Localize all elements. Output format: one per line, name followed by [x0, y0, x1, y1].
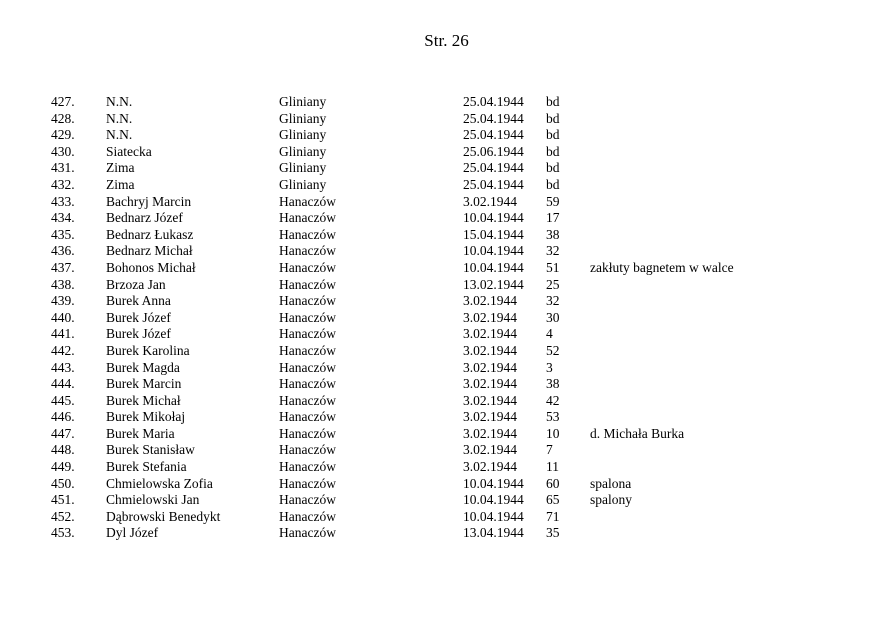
death-date: 10.04.1944 [463, 210, 524, 226]
age-value: 42 [546, 392, 560, 408]
list-row [0, 194, 893, 211]
place-name: Gliniany [279, 143, 327, 159]
person-name: Burek Karolina [106, 342, 190, 358]
death-date: 3.02.1944 [463, 425, 517, 441]
place-name: Hanaczów [279, 392, 336, 408]
age-value: bd [546, 176, 560, 192]
place-name: Hanaczów [279, 210, 336, 226]
list-row [0, 476, 893, 493]
entry-number: 431. [51, 160, 75, 176]
list-row [0, 260, 893, 277]
place-name: Hanaczów [279, 409, 336, 425]
person-name: Burek Mikołaj [106, 409, 186, 425]
age-value: 17 [546, 210, 560, 226]
age-value: 32 [546, 293, 560, 309]
person-name: Burek Stefania [106, 459, 187, 475]
entry-number: 429. [51, 127, 75, 143]
death-date: 3.02.1944 [463, 193, 517, 209]
list-row [0, 160, 893, 177]
list-row [0, 442, 893, 459]
entry-number: 439. [51, 293, 75, 309]
death-date: 10.04.1944 [463, 492, 524, 508]
place-name: Hanaczów [279, 425, 336, 441]
death-date: 3.02.1944 [463, 442, 517, 458]
age-value: 25 [546, 276, 560, 292]
death-date: 25.04.1944 [463, 176, 524, 192]
person-name: Siatecka [106, 143, 152, 159]
age-value: 35 [546, 525, 560, 541]
age-value: 11 [546, 459, 559, 475]
age-value: 7 [546, 442, 553, 458]
age-value: 38 [546, 376, 560, 392]
person-name: Burek Józef [106, 326, 171, 342]
place-name: Hanaczów [279, 459, 336, 475]
place-name: Hanaczów [279, 442, 336, 458]
list-row [0, 459, 893, 476]
entry-number: 437. [51, 259, 75, 275]
entry-number: 441. [51, 326, 75, 342]
list-row [0, 426, 893, 443]
person-name: Bednarz Łukasz [106, 226, 194, 242]
death-date: 25.06.1944 [463, 143, 524, 159]
death-date: 10.04.1944 [463, 475, 524, 491]
age-value: 3 [546, 359, 553, 375]
list-row [0, 210, 893, 227]
age-value: bd [546, 94, 560, 109]
person-name: Chmielowski Jan [106, 492, 200, 508]
list-row [0, 525, 893, 542]
entry-number: 447. [51, 425, 75, 441]
page-title: Str. 26 [424, 31, 469, 50]
list-row [0, 243, 893, 260]
person-name: N.N. [106, 110, 133, 126]
entry-number: 453. [51, 525, 75, 541]
note-text: spalony [590, 492, 632, 508]
person-name: Brzoza Jan [106, 276, 166, 292]
age-value: 51 [546, 259, 560, 275]
entry-number: 451. [51, 492, 75, 508]
note-text: d. Michała Burka [590, 425, 685, 441]
place-name: Hanaczów [279, 525, 336, 541]
person-name: Dąbrowski Benedykt [106, 508, 221, 524]
entry-number: 428. [51, 110, 75, 126]
age-value: bd [546, 127, 560, 143]
place-name: Gliniany [279, 176, 327, 192]
list-row [0, 144, 893, 161]
entry-number: 430. [51, 143, 75, 159]
person-name: Burek Michał [106, 392, 181, 408]
age-value: 59 [546, 193, 560, 209]
death-date: 10.04.1944 [463, 243, 524, 259]
list-row [0, 343, 893, 360]
list-row [0, 310, 893, 327]
age-value: 52 [546, 342, 560, 358]
death-date: 13.02.1944 [463, 276, 524, 292]
death-date: 3.02.1944 [463, 409, 517, 425]
list-row [0, 177, 893, 194]
entry-number: 446. [51, 409, 75, 425]
person-name: Burek Anna [106, 293, 171, 309]
place-name: Hanaczów [279, 243, 336, 259]
person-name: Dyl Józef [106, 525, 159, 541]
age-value: 32 [546, 243, 560, 259]
note-text: spalona [590, 475, 632, 491]
person-name: Burek Stanisław [106, 442, 195, 458]
place-name: Hanaczów [279, 492, 336, 508]
death-date: 25.04.1944 [463, 160, 524, 176]
death-date: 3.02.1944 [463, 392, 517, 408]
entry-number: 435. [51, 226, 75, 242]
entry-number: 449. [51, 459, 75, 475]
place-name: Gliniany [279, 127, 327, 143]
death-date: 10.04.1944 [463, 508, 524, 524]
entry-number: 448. [51, 442, 75, 458]
age-value: bd [546, 160, 560, 176]
age-value: 38 [546, 226, 560, 242]
place-name: Hanaczów [279, 259, 336, 275]
person-name: Bachryj Marcin [106, 193, 192, 209]
person-name: Bohonos Michał [106, 259, 196, 275]
person-name: Bednarz Michał [106, 243, 193, 259]
entry-number: 444. [51, 376, 75, 392]
entry-number: 427. [51, 94, 75, 109]
death-date: 3.02.1944 [463, 459, 517, 475]
note-text: zakłuty bagnetem w walce [590, 259, 734, 275]
place-name: Hanaczów [279, 475, 336, 491]
entry-number: 440. [51, 309, 75, 325]
age-value: 10 [546, 425, 560, 441]
person-name: Zima [106, 176, 135, 192]
death-date: 3.02.1944 [463, 293, 517, 309]
list-row [0, 509, 893, 526]
death-date: 3.02.1944 [463, 376, 517, 392]
list-row [0, 293, 893, 310]
entry-number: 445. [51, 392, 75, 408]
age-value: 71 [546, 508, 560, 524]
entry-number: 450. [51, 475, 75, 491]
entry-number: 433. [51, 193, 75, 209]
person-name: Burek Józef [106, 309, 171, 325]
place-name: Hanaczów [279, 359, 336, 375]
entry-number: 436. [51, 243, 75, 259]
person-name: Burek Magda [106, 359, 180, 375]
place-name: Hanaczów [279, 376, 336, 392]
entry-number: 452. [51, 508, 75, 524]
age-value: 30 [546, 309, 560, 325]
list-row [0, 376, 893, 393]
place-name: Hanaczów [279, 309, 336, 325]
entry-number: 438. [51, 276, 75, 292]
victims-list [0, 94, 893, 542]
place-name: Gliniany [279, 94, 327, 109]
list-row [0, 492, 893, 509]
age-value: 65 [546, 492, 560, 508]
entry-number: 442. [51, 342, 75, 358]
place-name: Hanaczów [279, 193, 336, 209]
death-date: 10.04.1944 [463, 259, 524, 275]
list-row [0, 111, 893, 128]
person-name: N.N. [106, 94, 133, 109]
age-value: 53 [546, 409, 560, 425]
person-name: Burek Maria [106, 425, 175, 441]
death-date: 3.02.1944 [463, 309, 517, 325]
list-row [0, 360, 893, 377]
list-row [0, 277, 893, 294]
age-value: bd [546, 143, 560, 159]
person-name: Burek Marcin [106, 376, 182, 392]
person-name: Chmielowska Zofia [106, 475, 213, 491]
age-value: 60 [546, 475, 560, 491]
list-row [0, 227, 893, 244]
age-value: bd [546, 110, 560, 126]
list-row [0, 127, 893, 144]
entry-number: 432. [51, 176, 75, 192]
death-date: 25.04.1944 [463, 110, 524, 126]
death-date: 3.02.1944 [463, 359, 517, 375]
entry-number: 434. [51, 210, 75, 226]
death-date: 15.04.1944 [463, 226, 524, 242]
list-row [0, 326, 893, 343]
death-date: 25.04.1944 [463, 127, 524, 143]
entry-number: 443. [51, 359, 75, 375]
list-row [0, 409, 893, 426]
death-date: 3.02.1944 [463, 326, 517, 342]
person-name: N.N. [106, 127, 133, 143]
death-date: 13.04.1944 [463, 525, 524, 541]
place-name: Hanaczów [279, 326, 336, 342]
death-date: 3.02.1944 [463, 342, 517, 358]
place-name: Hanaczów [279, 276, 336, 292]
place-name: Hanaczów [279, 342, 336, 358]
place-name: Hanaczów [279, 293, 336, 309]
death-date: 25.04.1944 [463, 94, 524, 109]
person-name: Zima [106, 160, 135, 176]
age-value: 4 [546, 326, 553, 342]
place-name: Gliniany [279, 110, 327, 126]
list-row [0, 94, 893, 111]
list-row [0, 393, 893, 410]
place-name: Hanaczów [279, 226, 336, 242]
place-name: Hanaczów [279, 508, 336, 524]
place-name: Gliniany [279, 160, 327, 176]
person-name: Bednarz Józef [106, 210, 183, 226]
